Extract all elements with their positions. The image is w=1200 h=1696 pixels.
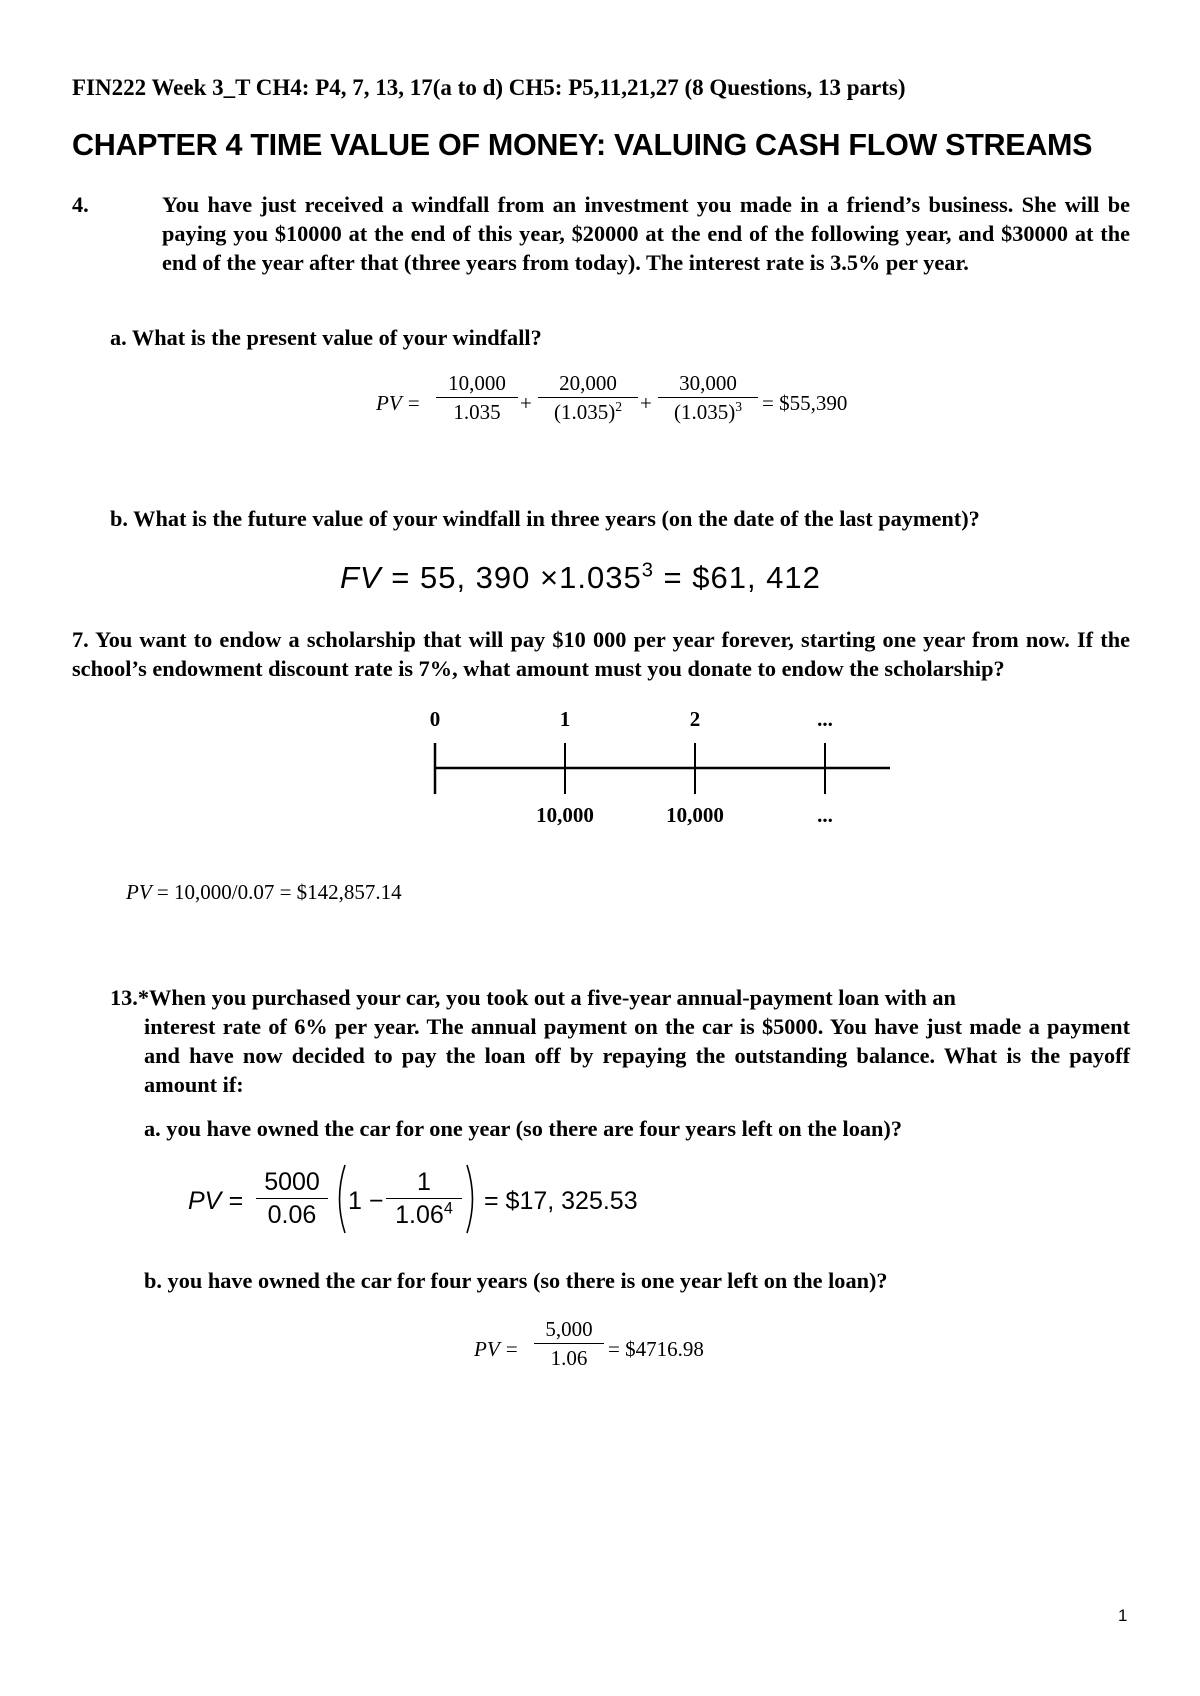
denominator-base: (1.035) <box>553 400 616 424</box>
eq-lhs: PV = <box>376 391 421 415</box>
exponent: 3 <box>735 399 743 414</box>
fraction <box>534 1316 604 1371</box>
timeline-period-label: ... <box>817 708 833 731</box>
plus-sign: + <box>640 391 652 415</box>
question-4-text: You have just received a windfall from an investment you made in a friend’s business. She will be paying you $10000 at the end of this year, $20000 at the end of the following year, and $30000 at the end of the year after that (three years from today). The interest rate is 3.5% per year. <box>162 192 1130 275</box>
eq-rest: = 10,000/0.07 = $142,857.14 <box>151 880 402 904</box>
question-7-equation <box>126 880 402 905</box>
one-minus: 1 − <box>348 1187 384 1215</box>
exponent: 3 <box>641 559 654 582</box>
denominator: 1.035 <box>453 400 501 424</box>
fraction-1 <box>256 1167 328 1230</box>
question-13-text <box>110 983 1130 1099</box>
question-13-rest: interest rate of 6% per year. The annual payment on the car is $5000. You have just made a payment and have now decided to pay the loan off by repaying the outstanding balance. What is the payoff amount if: <box>144 1014 1130 1097</box>
denominator: 1.06 <box>550 1346 588 1370</box>
timeline-period-label: 2 <box>689 708 701 731</box>
fraction-2 <box>538 370 638 425</box>
right-paren <box>464 1163 480 1235</box>
question-13-part-b: b. you have owned the car for four years (so there is one year left on the loan)? <box>144 1268 888 1293</box>
question-13-line1: 13.*When you purchased your car, you took out a five-year annual-payment loan with an <box>110 985 956 1010</box>
result: = $17, 325.53 <box>484 1187 638 1215</box>
page-number: 1 <box>1118 1606 1128 1625</box>
result: = $61, 412 <box>663 560 821 595</box>
timeline-period-label: 1 <box>559 708 571 731</box>
timeline-cash-flow-label: 10,000 <box>666 803 724 827</box>
denominator-base: 1.06 <box>395 1201 444 1229</box>
eq-lhs: PV <box>126 880 152 904</box>
exponent: 4 <box>443 1199 453 1218</box>
numerator: 10,000 <box>448 371 506 395</box>
fraction-2 <box>386 1167 462 1230</box>
eq-middle: = 55, 390 ×1.035 <box>391 560 642 595</box>
question-7-text: 7. You want to endow a scholarship that will pay $10 000 per year forever, starting one year from now. If the school’s endowment discount rate is 7%, what amount must you donate to endow the scholarship? <box>72 627 1130 681</box>
eq-lhs: PV = <box>474 1337 519 1361</box>
denominator: 0.06 <box>267 1201 317 1229</box>
eq-lhs: PV = <box>188 1187 243 1215</box>
exponent: 2 <box>615 399 623 414</box>
left-paren <box>332 1163 348 1235</box>
plus-sign: + <box>520 391 532 415</box>
numerator: 1 <box>417 1168 431 1196</box>
eq-lhs: FV <box>340 560 382 595</box>
numerator: 5000 <box>264 1168 320 1196</box>
question-4-number: 4. <box>72 192 89 217</box>
document-header: FIN222 Week 3_T CH4: P4, 7, 13, 17(a to d) CH5: P5,11,21,27 (8 Questions, 13 parts) <box>72 75 906 100</box>
fraction-3 <box>658 370 758 425</box>
timeline-period-label: 0 <box>429 708 441 731</box>
question-4-equation-b <box>340 560 821 596</box>
question-4-part-b: b. What is the future value of your windfall in three years (on the date of the last payment)? <box>110 506 980 531</box>
question-4-part-a: a. What is the present value of your windfall? <box>110 325 542 350</box>
result: = $4716.98 <box>608 1337 704 1361</box>
chapter-title: CHAPTER 4 TIME VALUE OF MONEY: VALUING CASH FLOW STREAMS <box>72 128 1093 162</box>
question-13-part-a: a. you have owned the car for one year (so there are four years left on the loan)? <box>144 1116 902 1141</box>
fraction-1 <box>436 370 518 425</box>
cash-flow-timeline <box>420 708 900 828</box>
result: = $55,390 <box>762 391 848 415</box>
timeline-cash-flow-label: ... <box>817 803 833 827</box>
numerator: 5,000 <box>545 1317 593 1341</box>
numerator: 20,000 <box>559 371 617 395</box>
timeline-cash-flow-label: 10,000 <box>536 803 594 827</box>
numerator: 30,000 <box>679 371 737 395</box>
denominator-base: (1.035) <box>673 400 736 424</box>
